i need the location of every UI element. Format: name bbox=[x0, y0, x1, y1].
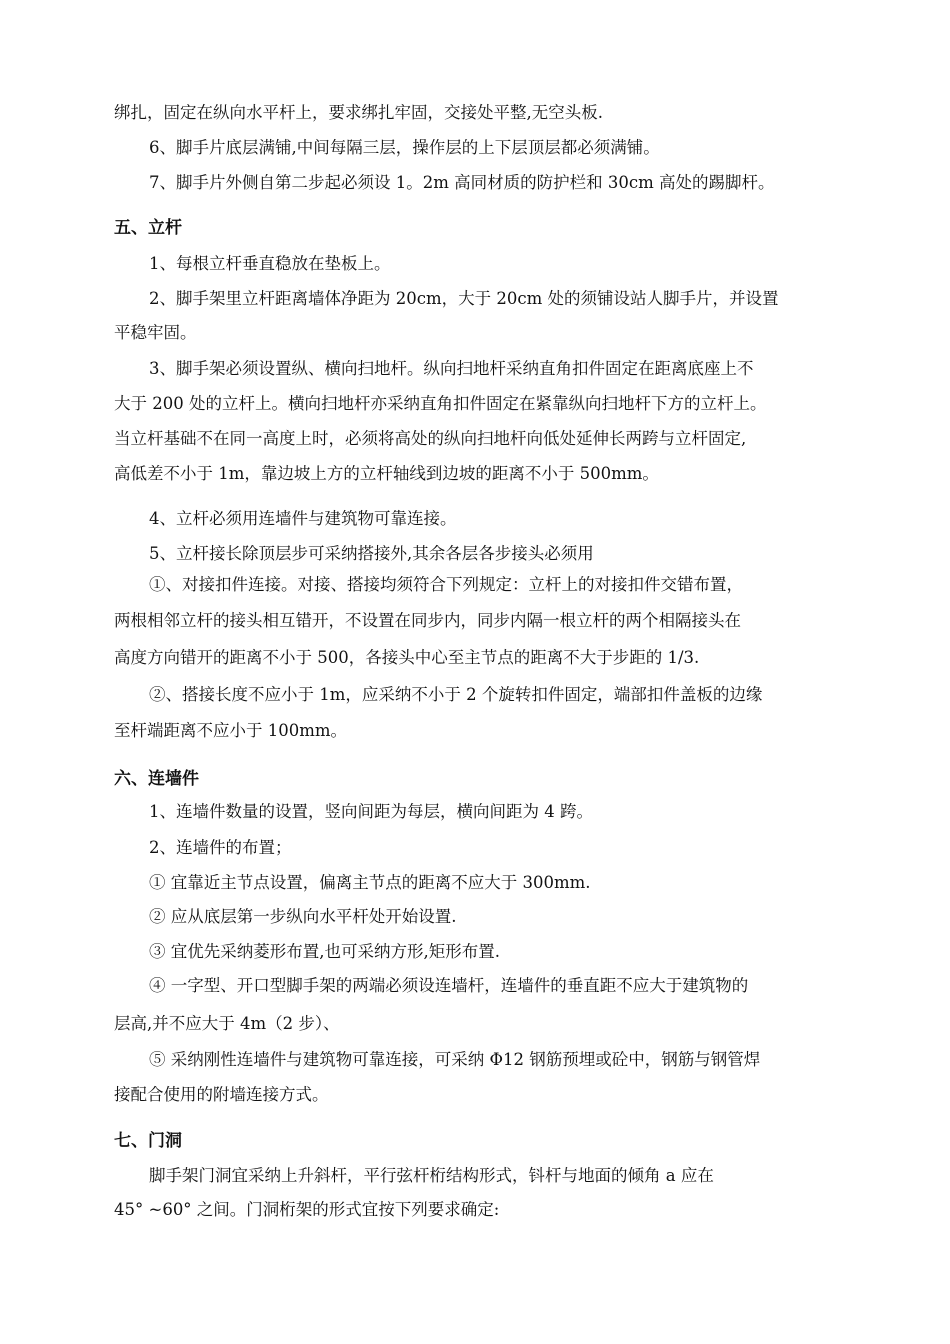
paragraph-line: 5、立杆接长除顶层步可采纳搭接外,其余各层各步接头必须用 bbox=[149, 544, 594, 563]
section-heading: 七、门洞 bbox=[114, 1131, 182, 1151]
paragraph-line: 两根相邻立杆的接头相互错开，不设置在同步内，同步内隔一根立杆的两个相隔接头在 bbox=[114, 611, 741, 630]
paragraph-line: 3、脚手架必须设置纵、横向扫地杆。纵向扫地杆采纳直角扣件固定在距离底座上不 bbox=[149, 359, 754, 378]
paragraph-line: ⑤ 采纳刚性连墙件与建筑物可靠连接，可采纳 Φ12 钢筋预埋或砼中，钢筋与钢管焊 bbox=[149, 1050, 761, 1069]
section-heading: 六、连墙件 bbox=[114, 769, 199, 789]
paragraph-line: 1、每根立杆垂直稳放在垫板上。 bbox=[149, 254, 391, 273]
paragraph-line: 层高,并不应大于 4m（2 步）、 bbox=[114, 1014, 340, 1033]
paragraph-line: ②、搭接长度不应小于 1m，应采纳不小于 2 个旋转扣件固定，端部扣件盖板的边缘 bbox=[149, 685, 763, 704]
section-heading: 五、立杆 bbox=[114, 218, 182, 238]
paragraph-line: 2、连墙件的布置； bbox=[149, 838, 292, 857]
paragraph-line: 脚手架门洞宜采纳上升斜杆，平行弦杆桁结构形式，钭杆与地面的倾角 a 应在 bbox=[149, 1166, 714, 1185]
paragraph-line: 2、脚手架里立杆距离墙体净距为 20cm，大于 20cm 处的须铺设站人脚手片，并设置 bbox=[149, 289, 779, 308]
paragraph-line: ① 宜靠近主节点设置，偏离主节点的距离不应大于 300mm. bbox=[149, 873, 591, 892]
paragraph-line: 绑扎，固定在纵向水平杆上，要求绑扎牢固，交接处平整,无空头板. bbox=[114, 103, 603, 122]
paragraph-line: ② 应从底层第一步纵向水平杆处开始设置. bbox=[149, 907, 457, 926]
paragraph-line: 接配合使用的附墙连接方式。 bbox=[114, 1085, 329, 1104]
paragraph-line: 1、连墙件数量的设置，竖向间距为每层，横向间距为 4 跨。 bbox=[149, 802, 593, 821]
paragraph-line: 大于 200 处的立杆上。横向扫地杆亦采纳直角扣件固定在紧靠纵向扫地杆下方的立杆上。 bbox=[114, 394, 767, 413]
paragraph-line: ③ 宜优先采纳菱形布置,也可采纳方形,矩形布置. bbox=[149, 942, 500, 961]
paragraph-line: 平稳牢固。 bbox=[114, 323, 197, 342]
paragraph-line: 高低差不小于 1m，靠边坡上方的立杆轴线到边坡的距离不小于 500mm。 bbox=[114, 464, 659, 483]
paragraph-line: ①、对接扣件连接。对接、搭接均须符合下列规定：立杆上的对接扣件交错布置， bbox=[149, 575, 743, 594]
paragraph-line: ④ 一字型、开口型脚手架的两端必须设连墙杆，连墙件的垂直距不应大于建筑物的 bbox=[149, 976, 749, 995]
paragraph-line: 4、立杆必须用连墙件与建筑物可靠连接。 bbox=[149, 509, 457, 528]
paragraph-line: 7、脚手片外侧自第二步起必须设 1。2m 高同材质的防护栏和 30cm 高处的踢脚杆。 bbox=[149, 173, 775, 192]
paragraph-line: 高度方向错开的距离不小于 500，各接头中心至主节点的距离不大于步距的 1/3. bbox=[114, 648, 700, 667]
paragraph-line: 当立杆基础不在同一高度上时，必须将高处的纵向扫地杆向低处延伸长两跨与立杆固定, bbox=[114, 429, 747, 448]
paragraph-line: 45° ~60° 之间。门洞桁架的形式宜按下列要求确定: bbox=[114, 1200, 500, 1219]
paragraph-line: 6、脚手片底层满铺,中间每隔三层，操作层的上下层顶层都必须满铺。 bbox=[149, 138, 660, 157]
paragraph-line: 至杆端距离不应小于 100mm。 bbox=[114, 721, 348, 740]
